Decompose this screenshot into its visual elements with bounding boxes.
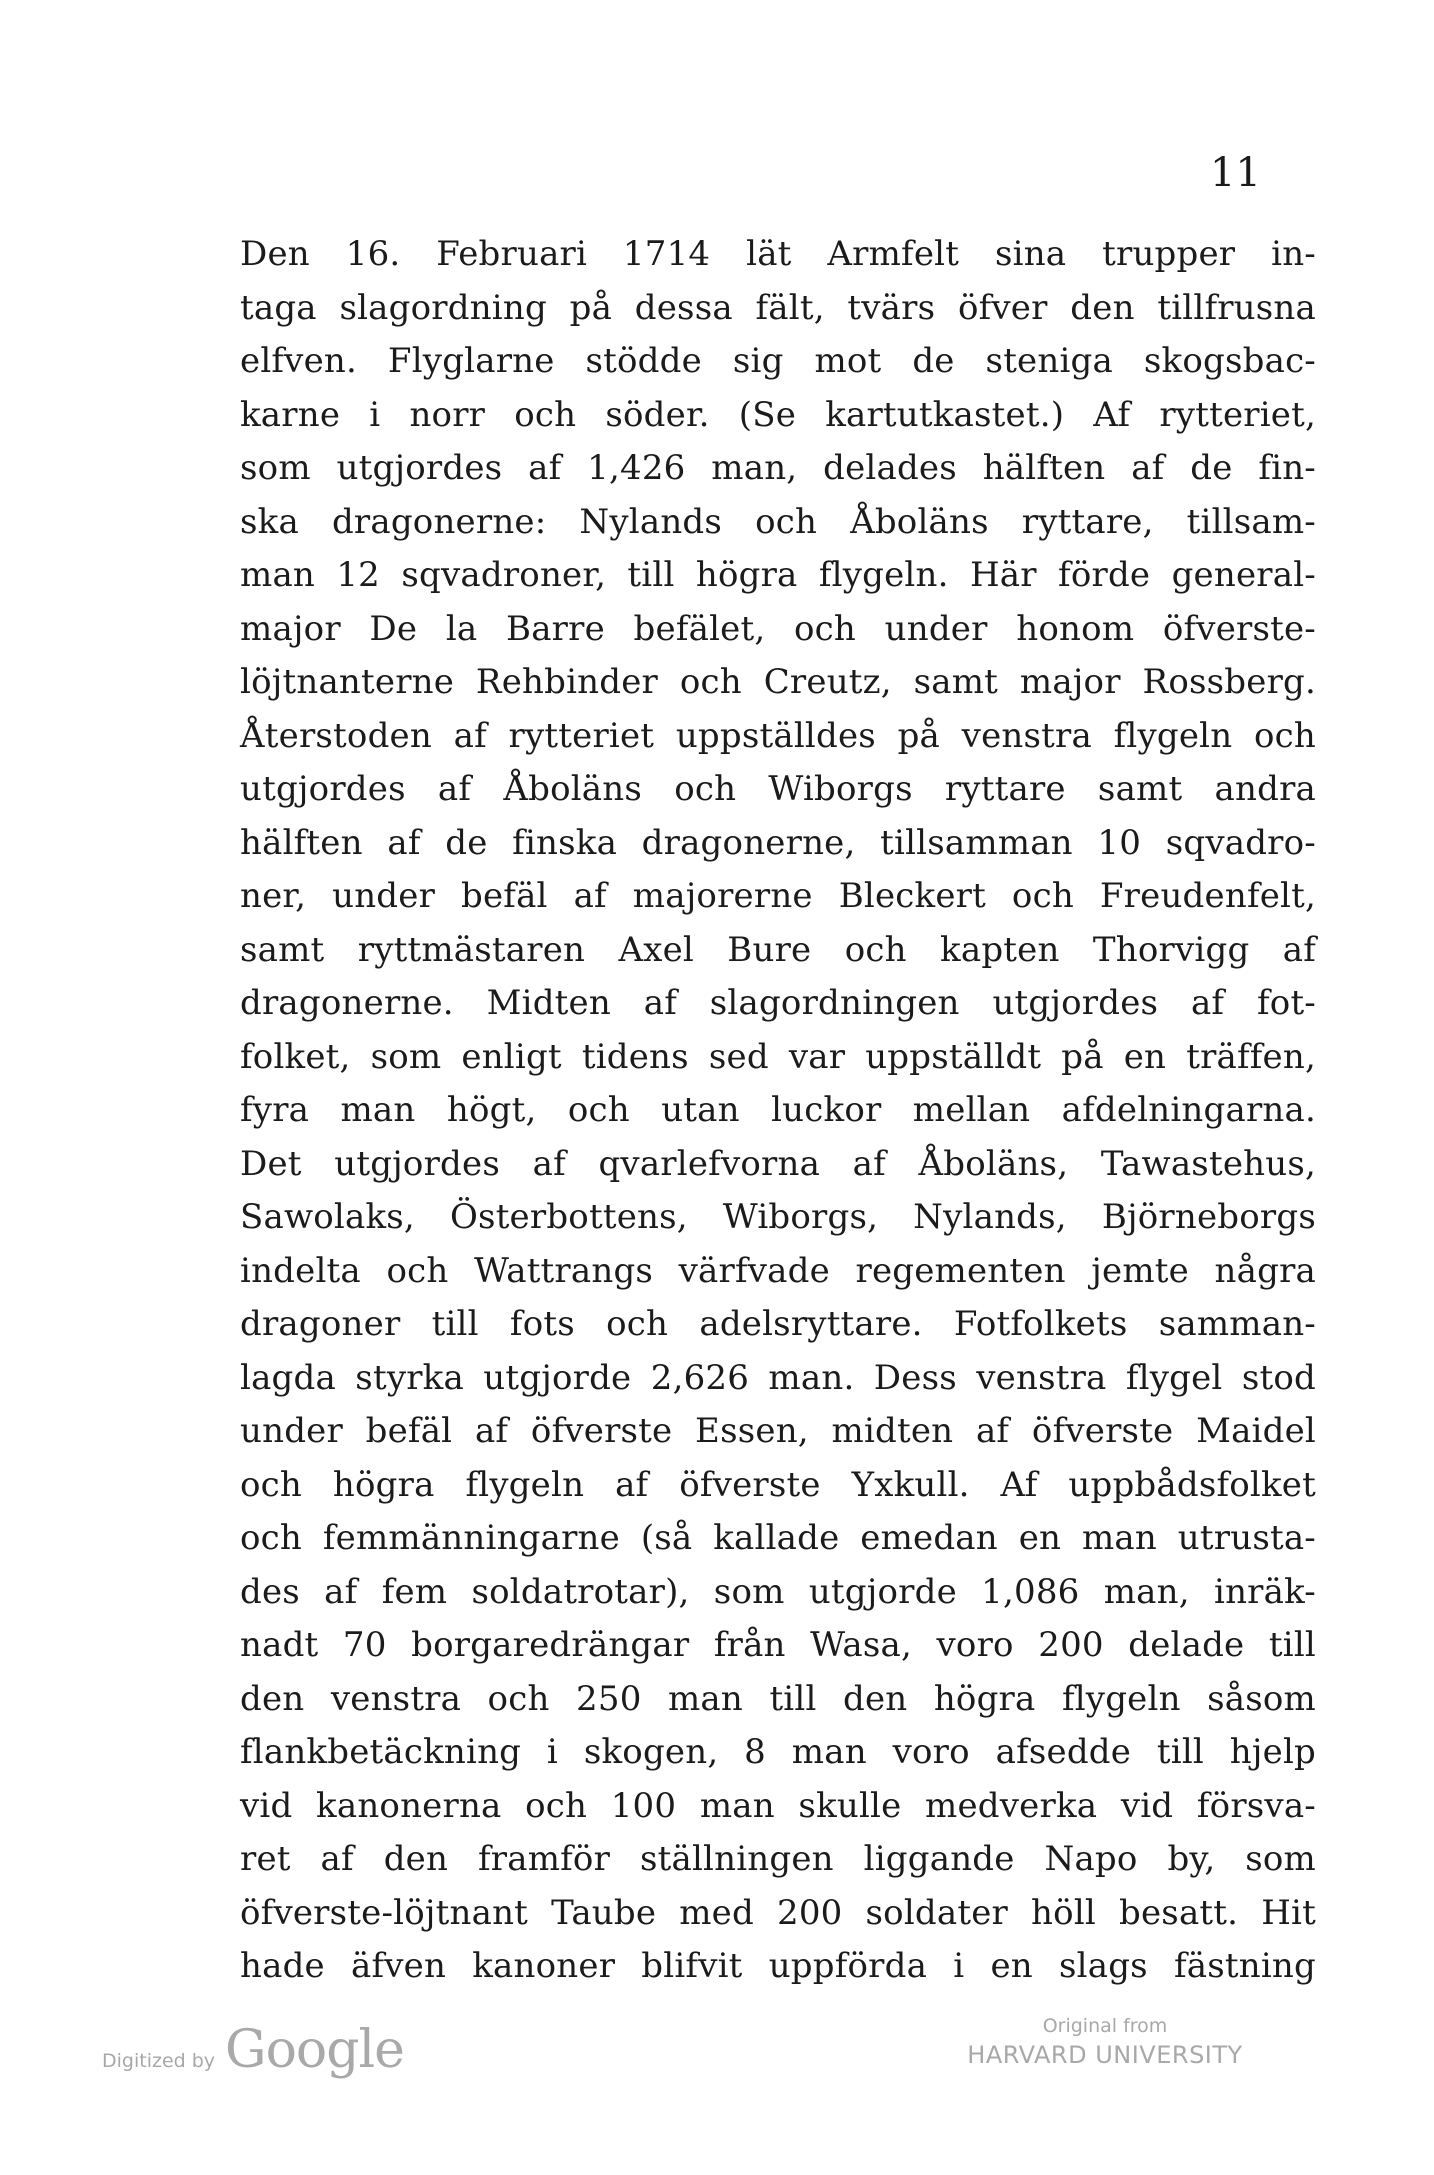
- text-line: Återstoden af rytteriet uppställdes på venstra flygeln och: [240, 715, 1316, 756]
- text-line: man 12 sqvadroner, till högra flygeln. Här förde general-: [240, 555, 1316, 595]
- text-line: ner, under befäl af majorerne Bleckert och Freudenfelt,: [240, 876, 1316, 916]
- text-line: ret af den framför ställningen liggande Napo by, som: [240, 1839, 1316, 1879]
- original-from-label: Original from: [1042, 2015, 1168, 2037]
- text-line: elfven. Flyglarne stödde sig mot de steniga skogsbac-: [240, 341, 1316, 381]
- text-line: dragoner till fots och adelsryttare. Fotfolkets samman-: [240, 1304, 1316, 1344]
- text-line: Det utgjordes af qvarlefvorna af Åboläns, Tawastehus,: [240, 1143, 1316, 1184]
- text-line: vid kanonerna och 100 man skulle medverka vid försva-: [240, 1785, 1316, 1826]
- text-line: och femmänningarne (så kallade emedan en man utrusta-: [240, 1518, 1316, 1558]
- text-line: ska dragonerne: Nylands och Åboläns ryttare, tillsam-: [240, 501, 1316, 542]
- text-line: och högra flygeln af öfverste Yxkull. Af uppbådsfolket: [240, 1464, 1316, 1505]
- text-line: lagda styrka utgjorde 2,626 man. Dess venstra flygel stod: [240, 1357, 1316, 1398]
- text-line: löjtnanterne Rehbinder och Creutz, samt major Rossberg.: [240, 662, 1316, 702]
- text-line: des af fem soldatrotar), som utgjorde 1,086 man, inräk-: [240, 1571, 1316, 1612]
- text-line: flankbetäckning i skogen, 8 man voro afsedde till hjelp: [240, 1732, 1316, 1772]
- text-line: samt ryttmästaren Axel Bure och kapten Thorvigg af: [240, 929, 1316, 970]
- text-line: folket, som enligt tidens sed var uppställdt på en träffen,: [240, 1036, 1316, 1077]
- body-text: [240, 228, 1316, 1994]
- text-line: den venstra och 250 man till den högra flygeln såsom: [240, 1678, 1316, 1719]
- digitized-by-watermark: [102, 2020, 404, 2080]
- text-line: som utgjordes af 1,426 man, delades hälften af de fin-: [240, 448, 1316, 488]
- text-line: karne i norr och söder. (Se kartutkastet.) Af rytteriet,: [240, 394, 1316, 435]
- digitized-by-label: Digitized by: [102, 2050, 216, 2072]
- original-source-watermark: [905, 2013, 1305, 2071]
- text-line: under befäl af öfverste Essen, midten af öfverste Maidel: [240, 1411, 1316, 1451]
- text-line: major De la Barre befälet, och under honom öfverste-: [240, 608, 1316, 649]
- text-line: hälften af de finska dragonerne, tillsamman 10 sqvadro-: [240, 822, 1316, 863]
- text-line: utgjordes af Åboläns och Wiborgs ryttare samt andra: [240, 769, 1316, 809]
- text-line: Sawolaks, Österbottens, Wiborgs, Nylands, Björneborgs: [240, 1197, 1316, 1237]
- text-line: fyra man högt, och utan luckor mellan afdelningarna.: [240, 1090, 1316, 1130]
- google-logo: Google: [225, 2020, 404, 2080]
- institution-label: HARVARD UNIVERSITY: [967, 2041, 1243, 2069]
- text-line: taga slagordning på dessa fält, tvärs öfver den tillfrusna: [240, 287, 1316, 328]
- text-line: dragonerne. Midten af slagordningen utgjordes af fot-: [240, 983, 1316, 1023]
- text-line: hade äfven kanoner blifvit uppförda i en slags fästning: [240, 1946, 1316, 1986]
- text-line: nadt 70 borgaredrängar från Wasa, voro 200 delade till: [240, 1625, 1316, 1665]
- text-line: öfverste-löjtnant Taube med 200 soldater höll besatt. Hit: [240, 1892, 1316, 1933]
- page-number: 11: [1210, 150, 1261, 196]
- text-line: indelta och Wattrangs värfvade regementen jemte några: [240, 1250, 1316, 1291]
- text-line: Den 16. Februari 1714 lät Armfelt sina trupper in-: [240, 234, 1316, 274]
